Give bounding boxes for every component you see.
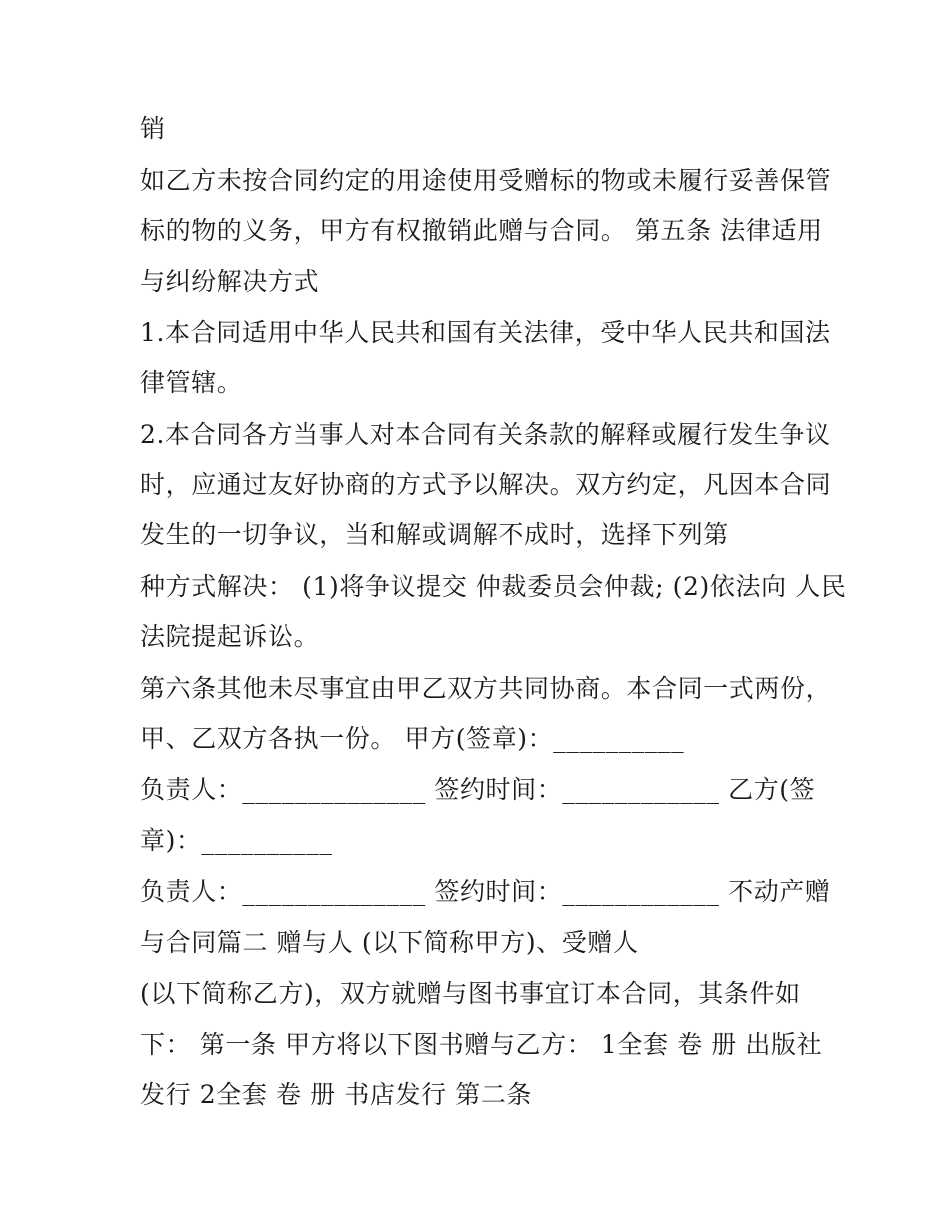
text-line: 如乙方未按合同约定的用途使用受赠标的物或未履行妥善保管 — [140, 166, 832, 195]
text-line: 发行 2全套 卷 册 书店发行 第二条 — [140, 1080, 533, 1109]
text-line: 与纠纷解决方式 — [140, 267, 320, 296]
text-line: 销 — [140, 114, 166, 143]
text-line: 律管辖。 — [140, 368, 243, 397]
text-line: 负责人：______________ 签约时间：____________ 乙方(签 — [140, 775, 816, 804]
text-line: 标的物的义务，甲方有权撤销此赠与合同。 第五条 法律适用 — [140, 216, 823, 245]
text-line: 第六条其他未尽事宜由甲乙双方共同协商。本合同一式两份， — [140, 674, 832, 703]
text-line: 甲、乙双方各执一份。 甲方(签章)：__________ — [140, 724, 685, 753]
text-line: 发生的一切争议，当和解或调解不成时，选择下列第 — [140, 520, 729, 549]
text-line: 下： 第一条 甲方将以下图书赠与乙方： 1全套 卷 册 出版社 — [140, 1030, 823, 1059]
text-line: 法院提起诉讼。 — [140, 622, 320, 651]
text-line: (以下简称乙方)，双方就赠与图书事宜订本合同，其条件如 — [140, 979, 801, 1008]
text-line: 2.本合同各方当事人对本合同有关条款的解释或履行发生争议 — [140, 420, 831, 449]
text-line: 种方式解决： (1)将争议提交 仲裁委员会仲裁; (2)依法向 人民 — [140, 572, 847, 601]
text-line: 章)：__________ — [140, 826, 333, 855]
text-line: 时，应通过友好协商的方式予以解决。双方约定，凡因本合同 — [140, 470, 832, 499]
text-line: 1.本合同适用中华人民共和国有关法律，受中华人民共和国法 — [140, 318, 831, 347]
text-line: 负责人：______________ 签约时间：____________ 不动产赠 — [140, 877, 831, 906]
text-line: 与合同篇二 赠与人 (以下简称甲方)、受赠人 — [140, 928, 639, 957]
